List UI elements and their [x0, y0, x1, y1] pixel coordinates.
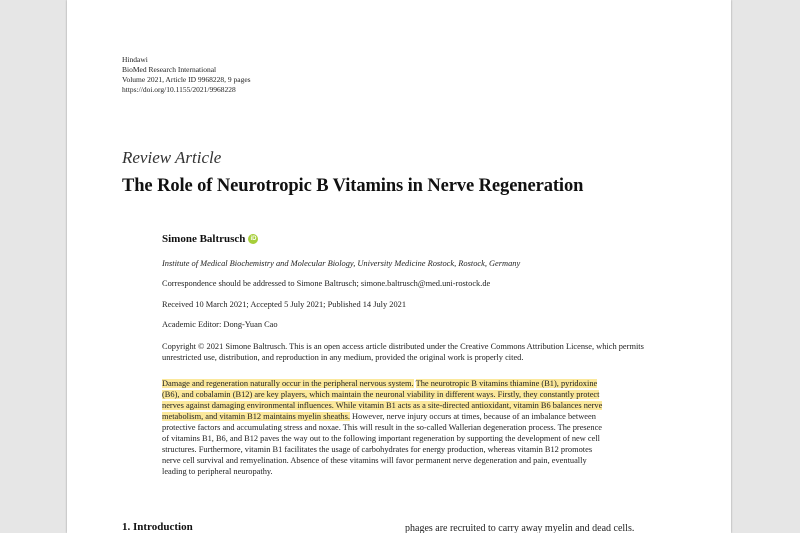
abstract-line: [162, 444, 687, 455]
abstract-line: [162, 466, 687, 477]
article-dates: Received 10 March 2021; Accepted 5 July 2021; Published 14 July 2021: [162, 300, 407, 309]
author-name: Simone Baltrusch: [162, 233, 246, 245]
abstract-text: of vitamins B1, B6, and B12 paves the way out to the following important regeneration by supporting the development of new cell: [162, 434, 600, 443]
affiliation: Institute of Medical Biochemistry and Molecular Biology, University Medicine Rostock, Rostock, Germany: [162, 259, 521, 268]
abstract-line: [162, 433, 687, 444]
correspondence: Correspondence should be addressed to Simone Baltrusch; simone.baltrusch@med.uni-rostock.de: [162, 279, 491, 288]
copyright-notice: Copyright © 2021 Simone Baltrusch. This is an open access article distributed under the Creative Commons Attribution License, which permits unrestricted use, distribution, and reproduction in any medium, provided the original work is properly cited.: [162, 342, 644, 362]
doi-link[interactable]: https://doi.org/10.1155/2021/9968228: [122, 85, 236, 94]
abstract-line: [162, 455, 687, 466]
abstract-line: [162, 389, 687, 400]
abstract: [162, 378, 687, 477]
abstract-text: However, nerve injury occurs at times, because of an imbalance between: [349, 412, 596, 421]
abstract-line: [162, 411, 687, 422]
highlight: The neurotropic B vitamins thiamine (B1), pyridoxine: [415, 379, 598, 388]
abstract-text: leading to peripheral neuropathy.: [162, 467, 273, 476]
highlight: nerves against damaging environmental influences. While vitamin B1 acts as a site-directed antioxidant, vitamin B6 balances nerve: [162, 401, 603, 410]
orcid-icon[interactable]: iD: [250, 236, 257, 242]
abstract-line: [162, 400, 687, 411]
volume-info: Volume 2021, Article ID 9968228, 9 pages: [122, 75, 251, 84]
abstract-line: [162, 378, 687, 389]
article-type: Review Article: [122, 148, 222, 167]
pdf-page: [67, 0, 731, 533]
abstract-line: [162, 422, 687, 433]
abstract-text: protective factors and accumulating stress and noxae. This will result in the so-called Wallerian degeneration process. The presence: [162, 423, 603, 432]
highlight: Damage and regeneration naturally occur in the peripheral nervous system.: [162, 379, 414, 388]
publisher-name: Hindawi: [122, 55, 148, 64]
article-title: The Role of Neurotropic B Vitamins in Nerve Regeneration: [122, 176, 584, 196]
highlight: metabolism, and vitamin B12 maintains myelin sheaths.: [162, 412, 350, 421]
author-line: [162, 233, 258, 245]
body-text-column-2: phages are recruited to carry away myelin and dead cells.: [405, 523, 635, 533]
academic-editor: Academic Editor: Dong-Yuan Cao: [162, 320, 278, 329]
abstract-text: nerve cell survival and remyelination. Absence of these vitamins will favor permanent nerve degeneration and pain, eventually: [162, 456, 587, 465]
abstract-text: structures. Furthermore, vitamin B1 facilitates the usage of carbohydrates for energy production, whereas vitamin B12 promotes: [162, 445, 593, 454]
highlight: (B6), and cobalamin (B12) are key players, which maintain the neuronal viability in different ways. Firstly, they constantly protect: [162, 390, 600, 399]
section-heading: 1. Introduction: [122, 521, 193, 533]
journal-name: BioMed Research International: [122, 65, 217, 74]
